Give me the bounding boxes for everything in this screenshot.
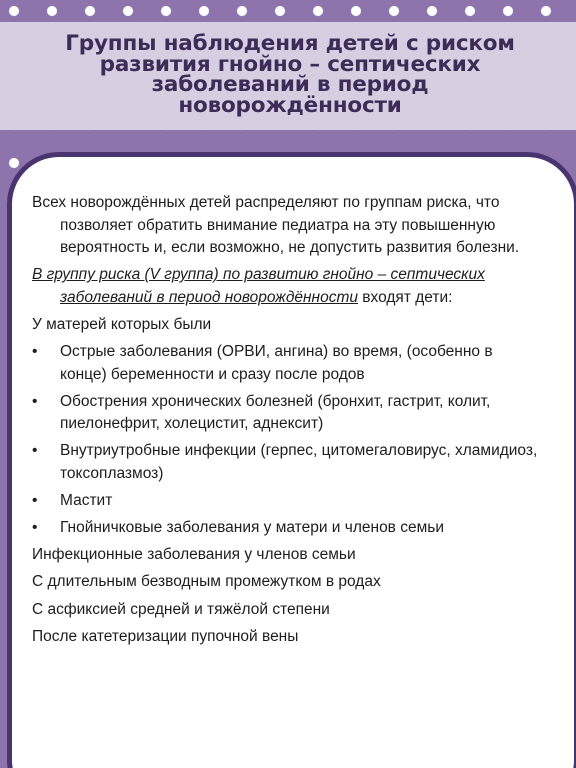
bullet-text: Острые заболевания (ОРВИ, ангина) во время, (особенно в конце) беременности и сразу после родов [60,343,493,383]
slide-body [32,192,542,653]
other-item: Инфекционные заболевания у членов семьи [32,546,356,564]
bullet-text: Обострения хронических болезней (бронхит, гастрит, колит, пиелонефрит, холецистит, аднексит) [60,392,491,433]
bullet-item [32,440,542,485]
bullet-item [32,341,542,386]
risk-group-paragraph [32,264,542,309]
bullet-text: Гнойничковые заболевания у матери и членов семьи [60,519,444,537]
bullet-text: Мастит [60,492,113,510]
bullet-marker: • [32,492,38,510]
other-item: После катетеризации пупочной вены [32,627,299,645]
bullet-marker: • [32,519,38,537]
bullet-item [32,391,542,436]
bullet-marker: • [32,343,38,361]
risk-group-rest: входят дети: [357,288,453,306]
bullet-item [32,490,542,513]
risk-group-emphasis: В группу риска (V группа) по развитию гнойно – септических заболеваний в период новорождённости [32,266,485,306]
bullet-item [32,517,542,540]
bullet-marker: • [32,392,38,410]
slide-title: Группы наблюдения детей с риском развития гнойно – септических заболеваний в период новорождённости [65,31,515,118]
mothers-heading: У матерей которых были [32,315,212,333]
bullet-text: Внутриутробные инфекции (герпес, цитомегаловирус, хламидиоз, токсоплазмоз) [60,442,538,483]
other-item: С длительным безводным промежутком в родах [32,573,381,591]
intro-paragraph: Всех новорождённых детей распределяют по группам риска, что позволяет обратить внимание педиатра на эту повышенную вероятность и, если возможно, не допустить развития болезни. [32,194,520,257]
bullet-marker: • [32,442,38,460]
other-item: С асфиксией средней и тяжёлой степени [32,600,330,618]
